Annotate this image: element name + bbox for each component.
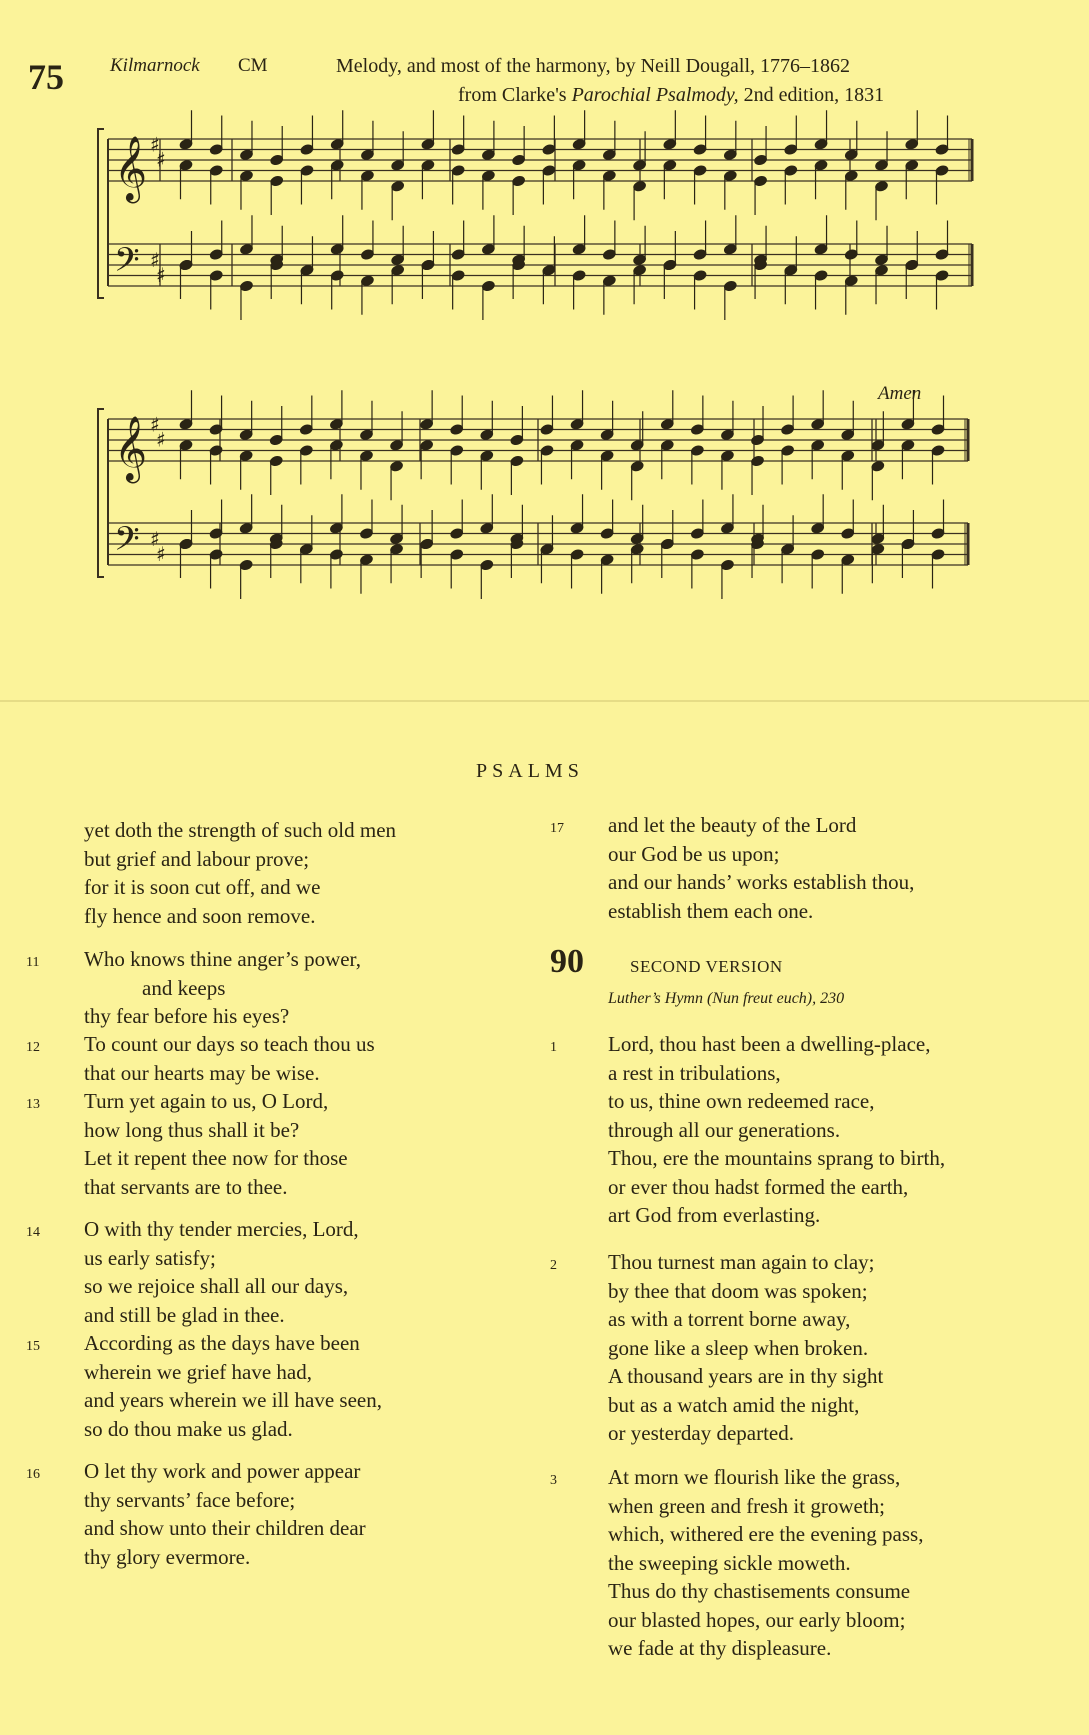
clef-glyph: ♯ [150, 132, 160, 157]
verse-number: 15 [26, 1339, 40, 1354]
verse-15 [26, 1329, 382, 1443]
verse-line: to us, thine own redeemed race, [608, 1089, 875, 1113]
verse-line: by thee that doom was spoken; [608, 1278, 868, 1303]
source-credit: from Clarke's Parochial Psalmody, 2nd edition, 1831 [458, 84, 885, 106]
verse-line: and show unto their children dear [84, 1516, 366, 1540]
verse-line: but as a watch amid the night, [608, 1392, 860, 1417]
verse-line: how long thus shall it be? [84, 1117, 300, 1142]
verse-12 [26, 1030, 375, 1087]
verse-line: the sweeping sickle moweth. [608, 1550, 851, 1575]
page-fold-divider [0, 700, 1089, 702]
amen-label: Amen [878, 383, 922, 404]
system-bracket [98, 129, 104, 298]
verse-line: so do thou make us glad. [84, 1416, 293, 1441]
verse-line: Lord, thou hast been a dwelling-place, [608, 1032, 931, 1056]
verse-line: but grief and labour prove; [84, 846, 310, 871]
verse-line: which, withered ere the evening pass, [608, 1522, 924, 1546]
verse-line: Let it repent thee now for those [84, 1146, 348, 1170]
verse-number: 17 [550, 821, 564, 836]
verse-line: as with a torrent borne away, [608, 1307, 851, 1331]
verse-17 [550, 811, 915, 925]
clef-glyph: 𝄢 [114, 241, 140, 288]
verse-line: and keeps [142, 975, 226, 1000]
verse-line: our blasted hopes, our early bloom; [608, 1607, 906, 1632]
verse-line: when green and fresh it groweth; [608, 1493, 885, 1518]
verse-13 [26, 1087, 348, 1201]
verse-line: Thus do thy chastisements consume [608, 1579, 911, 1603]
verse-line: and our hands’ works establish thou, [608, 870, 915, 894]
clef-glyph: ♯ [150, 527, 160, 552]
psalm-number: 90 [550, 943, 584, 980]
verse-2 [550, 1248, 884, 1448]
verse-number: 16 [26, 1467, 40, 1482]
verse-number: 11 [26, 955, 40, 970]
clef-glyph: ♯ [156, 262, 166, 287]
clef-glyph: ♯ [150, 248, 160, 273]
verse-line: gone like a sleep when broken. [608, 1335, 869, 1360]
verse-line: a rest in tribulations, [608, 1060, 781, 1085]
verse-line: A thousand years are in thy sight [608, 1364, 884, 1388]
clef-glyph: ♯ [156, 427, 166, 452]
clef-glyph: ♯ [150, 412, 160, 437]
verse-line: and still be glad in thee. [84, 1302, 285, 1327]
clef-glyph: ♯ [156, 541, 166, 566]
verse-line: for it is soon cut off, and we [84, 875, 321, 899]
verse-line: or ever thou hadst formed the earth, [608, 1174, 909, 1199]
verse-line: our God be us upon; [608, 841, 780, 866]
verse-1 [550, 1030, 946, 1230]
meter: CM [238, 55, 268, 76]
verse-line: establish them each one. [608, 898, 814, 923]
verse-line: we fade at thy displeasure. [608, 1636, 832, 1660]
verse-line: thy glory evermore. [84, 1544, 251, 1569]
verse-number: 2 [550, 1258, 557, 1273]
verse-number: 13 [26, 1097, 40, 1112]
verse-line: Thou, ere the mountains sprang to birth, [608, 1146, 946, 1170]
clef-glyph: 𝄞 [114, 416, 148, 481]
verse-16 [26, 1457, 366, 1571]
verse-number: 3 [550, 1473, 557, 1488]
clef-glyph: 𝄞 [114, 136, 148, 201]
verse-line: and let the beauty of the Lord [608, 813, 857, 837]
verse-3 [550, 1463, 924, 1663]
verse-line: wherein we grief have had, [84, 1359, 312, 1384]
system-bracket [98, 409, 104, 577]
verse-number: 12 [26, 1040, 40, 1055]
verse-line: O let thy work and power appear [84, 1459, 361, 1483]
verse-number: 1 [550, 1040, 557, 1055]
music-score [0, 0, 1089, 640]
verse-line: so we rejoice shall all our days, [84, 1274, 349, 1298]
clef-glyph: ♯ [156, 147, 166, 172]
verse-line: or yesterday departed. [608, 1421, 794, 1445]
section-title: PSALMS [476, 760, 584, 782]
verse-line: Turn yet again to us, O Lord, [84, 1089, 329, 1113]
verse-line: art God from everlasting. [608, 1203, 821, 1227]
hymn-number: 75 [28, 57, 64, 97]
verse-14 [26, 1215, 359, 1329]
composer-credit: Melody, and most of the harmony, by Neill Dougall, 1776–1862 [336, 55, 851, 77]
verse-line: To count our days so teach thou us [84, 1032, 375, 1056]
verse-continuation [84, 816, 396, 930]
verse-line: thy servants’ face before; [84, 1487, 296, 1512]
verse-line: fly hence and soon remove. [84, 903, 316, 928]
verse-line: At morn we flourish like the grass, [608, 1465, 901, 1489]
verse-line: thy fear before his eyes? [84, 1004, 290, 1028]
verse-11 [26, 945, 361, 1031]
version-label: SECOND VERSION [630, 957, 783, 976]
tune-reference: Luther’s Hymn (Nun freut euch), 230 [608, 990, 845, 1007]
verse-line: that servants are to thee. [84, 1174, 288, 1199]
verse-line: According as the days have been [84, 1331, 360, 1355]
verse-line: through all our generations. [608, 1117, 841, 1142]
verse-line: and years wherein we ill have seen, [84, 1388, 382, 1412]
verse-line: yet doth the strength of such old men [84, 818, 397, 842]
verse-line: us early satisfy; [84, 1245, 216, 1270]
verse-line: Who knows thine anger’s power, [84, 947, 361, 971]
tune-name: Kilmarnock [110, 55, 200, 76]
verse-line: O with thy tender mercies, Lord, [84, 1217, 359, 1241]
clef-glyph: 𝄢 [114, 520, 140, 567]
verse-line: Thou turnest man again to clay; [608, 1250, 875, 1274]
verse-line: that our hearts may be wise. [84, 1060, 320, 1085]
verse-number: 14 [26, 1225, 40, 1240]
